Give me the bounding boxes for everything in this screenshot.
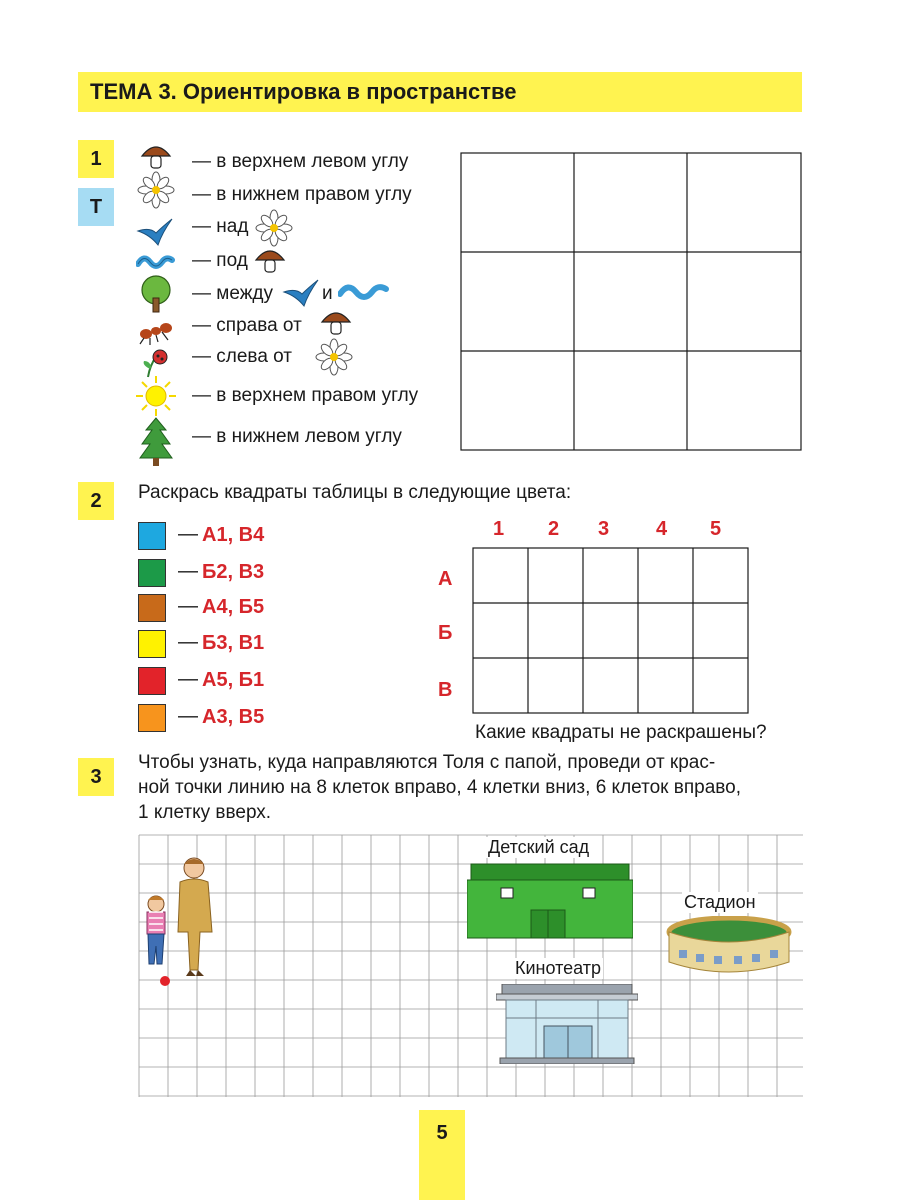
column-label: 5 xyxy=(710,518,722,540)
page-number: 5 xyxy=(419,1110,465,1200)
task-3-text xyxy=(138,750,808,825)
clue-3: — над xyxy=(192,216,249,237)
task-3-line: ной точки линию на 8 клеток вправо, 4 клетки вниз, 6 клеток вправо, xyxy=(138,777,741,798)
clue-1: — в верхнем левом углу xyxy=(192,151,409,172)
title-bar xyxy=(78,72,802,112)
clue-4: — под xyxy=(192,250,248,271)
legend-dash: — xyxy=(178,595,198,617)
legend-dash: — xyxy=(178,668,198,690)
clue-8: — в верхнем правом углу xyxy=(192,385,419,406)
snake-icon xyxy=(138,258,172,266)
legend-cells: Б3, В1 xyxy=(202,632,265,654)
color-swatch xyxy=(138,630,166,658)
clue-icons xyxy=(136,140,176,470)
color-swatch xyxy=(138,704,166,732)
legend-row xyxy=(138,702,398,738)
legend-dash: — xyxy=(178,560,198,582)
task-1-number: 1 xyxy=(78,140,114,178)
clue-5: — между xyxy=(192,283,273,304)
task-1-badge: Т xyxy=(78,188,114,226)
kindergarten-building[interactable] xyxy=(467,862,633,940)
chamomile-icon xyxy=(254,208,294,248)
clue-7: — слева от xyxy=(192,346,293,367)
clue-9: — в нижнем левом углу xyxy=(192,426,402,447)
legend-cells: А1, В4 xyxy=(202,524,265,546)
mushroom-icon xyxy=(142,147,170,168)
task-3-number: 3 xyxy=(78,758,114,796)
legend-dash: — xyxy=(178,705,198,727)
chamomile-icon xyxy=(138,172,174,208)
legend-row xyxy=(138,665,398,701)
legend-cells: Б2, В3 xyxy=(202,561,265,583)
fir-tree-icon xyxy=(140,418,172,466)
cinema-label: Кинотеатр xyxy=(515,958,602,978)
task-2-number: 2 xyxy=(78,482,114,520)
task-3-line: 1 клетку вверх. xyxy=(138,802,272,823)
mushroom-icon xyxy=(320,308,352,338)
legend-row xyxy=(138,520,398,556)
task-3-line: Чтобы узнать, куда направляются Толя с папой, проведи от крас- xyxy=(138,752,716,773)
coloring-grid[interactable] xyxy=(472,547,750,715)
chamomile-icon xyxy=(314,336,354,378)
bird-icon xyxy=(282,276,320,310)
ladybug-flower-icon xyxy=(144,350,167,377)
start-red-dot[interactable] xyxy=(160,976,170,986)
cinema-building[interactable] xyxy=(496,984,638,1064)
legend-dash: — xyxy=(178,523,198,545)
sun-icon xyxy=(136,376,176,416)
legend-row xyxy=(138,592,398,628)
column-label: 4 xyxy=(656,518,668,540)
color-swatch xyxy=(138,667,166,695)
column-label: 1 xyxy=(493,518,505,540)
stadium-building[interactable] xyxy=(664,916,794,978)
column-label: 3 xyxy=(598,518,610,540)
row-label: Б xyxy=(438,622,453,644)
row-label: В xyxy=(438,679,453,701)
bird-icon xyxy=(138,219,172,245)
clue-5-conj: и xyxy=(322,283,333,304)
legend-cells: А4, Б5 xyxy=(202,596,265,618)
mushroom-icon xyxy=(254,246,286,276)
father-and-son-illustration xyxy=(138,852,228,980)
tree-icon xyxy=(142,276,170,312)
color-swatch xyxy=(138,522,166,550)
clue-2: — в нижнем правом углу xyxy=(192,184,412,205)
ant-icon xyxy=(140,323,172,345)
legend-dash: — xyxy=(178,631,198,653)
color-swatch xyxy=(138,559,166,587)
page-title: ТЕМА 3. Ориентировка в пространстве xyxy=(90,79,517,104)
snake-icon xyxy=(338,280,390,304)
legend-row xyxy=(138,557,398,593)
task-2-question: Какие квадраты не раскрашены? xyxy=(475,722,767,743)
legend-row xyxy=(138,628,398,664)
task-2-instruction: Раскрась квадраты таблицы в следующие цвета: xyxy=(138,482,572,503)
stadium-label: Стадион xyxy=(684,892,756,912)
legend-cells: А3, В5 xyxy=(202,706,265,728)
row-label: А xyxy=(438,568,453,590)
column-label: 2 xyxy=(548,518,560,540)
clue-6: — справа от xyxy=(192,315,302,336)
color-swatch xyxy=(138,594,166,622)
legend-cells: А5, Б1 xyxy=(202,669,265,691)
placement-grid[interactable] xyxy=(460,152,804,452)
kindergarten-label: Детский сад xyxy=(488,837,590,857)
